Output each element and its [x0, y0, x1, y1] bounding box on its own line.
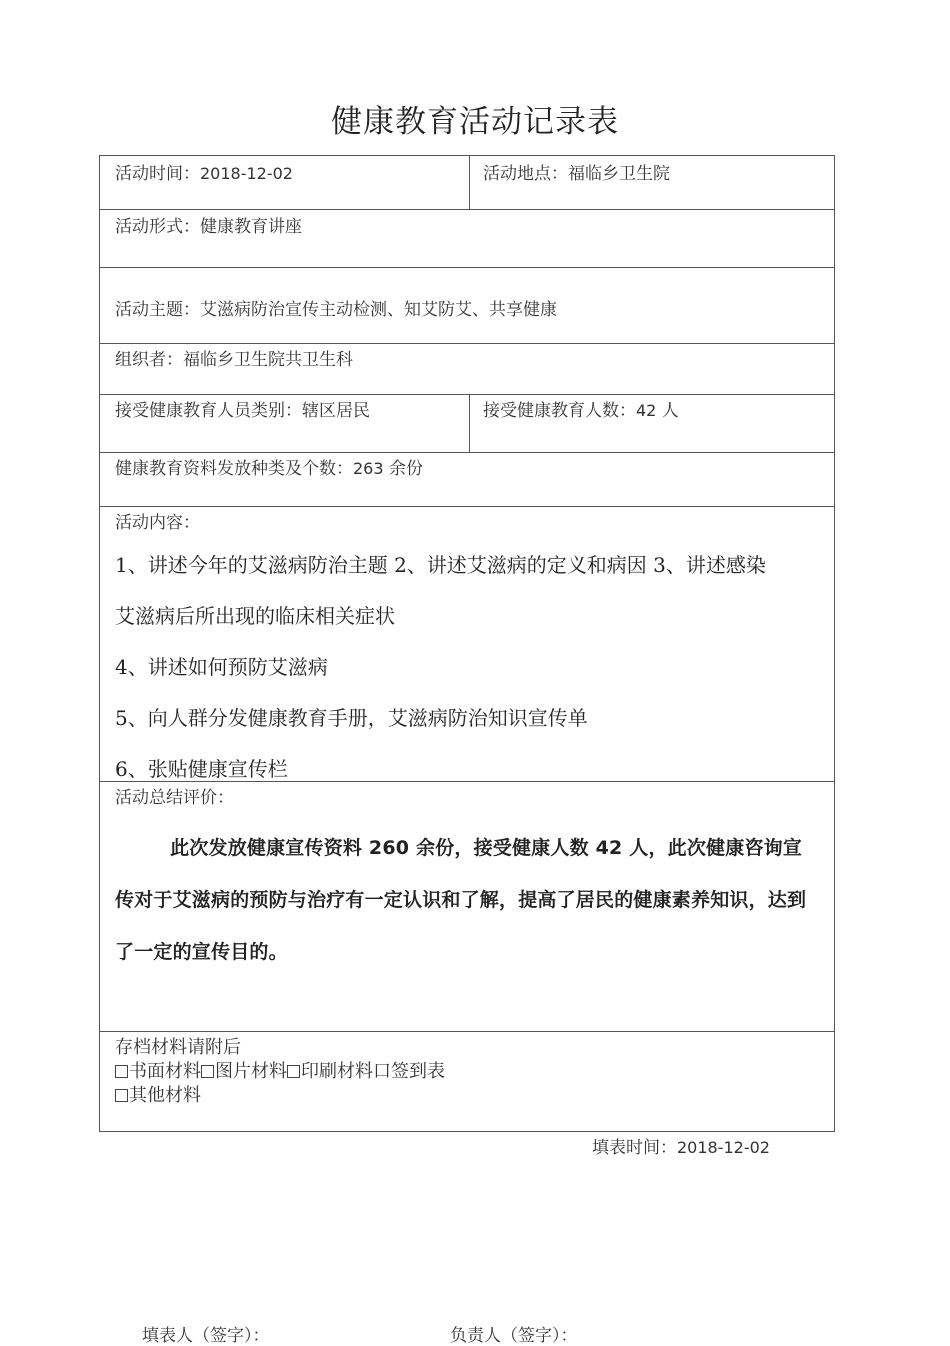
archive-cell: [100, 1032, 834, 1131]
checkbox-printed[interactable]: [287, 1065, 300, 1078]
content-line-3: 4、讲述如何预防艾滋病: [115, 655, 328, 679]
activity-place: 活动地点：福临乡卫生院: [483, 164, 670, 184]
content-line-2: 艾滋病后所出现的临床相关症状: [115, 604, 395, 628]
activity-time-cell: [100, 156, 470, 209]
summary-label: 活动总结评价：: [115, 788, 234, 808]
archive-option-printed: 印刷材料: [301, 1061, 373, 1082]
activity-form: 活动形式：健康教育讲座: [115, 217, 302, 237]
row-organizer: [100, 343, 834, 394]
row-audience: [100, 394, 834, 452]
audience-count-label: 接受健康教育人数：: [483, 401, 636, 421]
row-content: [100, 506, 834, 781]
activity-place-cell: [470, 156, 834, 209]
checkbox-written[interactable]: [115, 1065, 128, 1078]
materials: [115, 454, 423, 479]
activity-theme-cell: [100, 268, 834, 343]
audience-count: [483, 396, 679, 421]
content-line-4: 5、向人群分发健康教育手册，艾滋病防治知识宣传单: [115, 706, 588, 730]
audience-type-cell: [100, 395, 470, 452]
record-form: [99, 155, 835, 1132]
content-line-5: 6、张贴健康宣传栏: [115, 757, 288, 781]
row-archive: [100, 1031, 834, 1131]
archive-options-line-1: [115, 1057, 445, 1083]
archive-option-other: 其他材料: [129, 1085, 201, 1106]
audience-type: 接受健康教育人员类别：辖区居民: [115, 401, 370, 421]
activity-time: [115, 159, 293, 184]
organizer-cell: [100, 344, 834, 394]
archive-option-signin: 口签到表: [373, 1061, 445, 1082]
content-line-1: 1、讲述今年的艾滋病防治主题 2、讲述艾滋病的定义和病因 3、讲述感染: [115, 553, 766, 577]
summary-cell: [100, 782, 834, 1031]
archive-label: 存档材料请附后: [115, 1037, 241, 1058]
activity-time-label: 活动时间：: [115, 164, 200, 184]
audience-count-value: 42: [636, 401, 657, 420]
archive-option-picture: 图片材料: [215, 1061, 287, 1082]
organizer: 组织者：福临乡卫生院共卫生科: [115, 350, 353, 370]
content-label: 活动内容：: [115, 513, 200, 533]
materials-value: 263: [353, 459, 384, 478]
row-materials: [100, 452, 834, 506]
archive-option-written: 书面材料: [129, 1061, 201, 1082]
materials-unit: 余份: [383, 459, 423, 479]
activity-form-cell: [100, 210, 834, 267]
summary-text: 此次发放健康宣传资料 260 余份，接受健康人数 42 人，此次健康咨询宣传对于艾滋病的预防与治疗有一定认识和了解，提高了居民的健康素养知识，达到了一定的宣传目的。: [115, 837, 807, 963]
row-time-place: [100, 156, 834, 209]
activity-time-value: 2018-12-02: [200, 164, 293, 183]
materials-cell: [100, 453, 834, 506]
row-activity-theme: [100, 267, 834, 343]
fill-time: [592, 1133, 770, 1158]
audience-count-cell: [470, 395, 834, 452]
checkbox-other[interactable]: [115, 1089, 128, 1102]
content-cell: [100, 507, 834, 781]
filler-signature: 填表人（签字）：: [142, 1326, 270, 1346]
fill-time-label: 填表时间：: [592, 1138, 677, 1158]
activity-theme: 活动主题：艾滋病防治宣传主动检测、知艾防艾、共享健康: [115, 300, 557, 320]
page-title: 健康教育活动记录表: [331, 104, 619, 140]
row-summary: [100, 781, 834, 1031]
checkbox-picture[interactable]: [201, 1065, 214, 1078]
materials-label: 健康教育资料发放种类及个数：: [115, 459, 353, 479]
row-activity-form: [100, 209, 834, 267]
leader-signature: 负责人（签字）：: [450, 1326, 578, 1346]
fill-time-value: 2018-12-02: [677, 1138, 770, 1157]
audience-count-unit: 人: [656, 401, 679, 421]
archive-options-line-2: [115, 1081, 201, 1107]
